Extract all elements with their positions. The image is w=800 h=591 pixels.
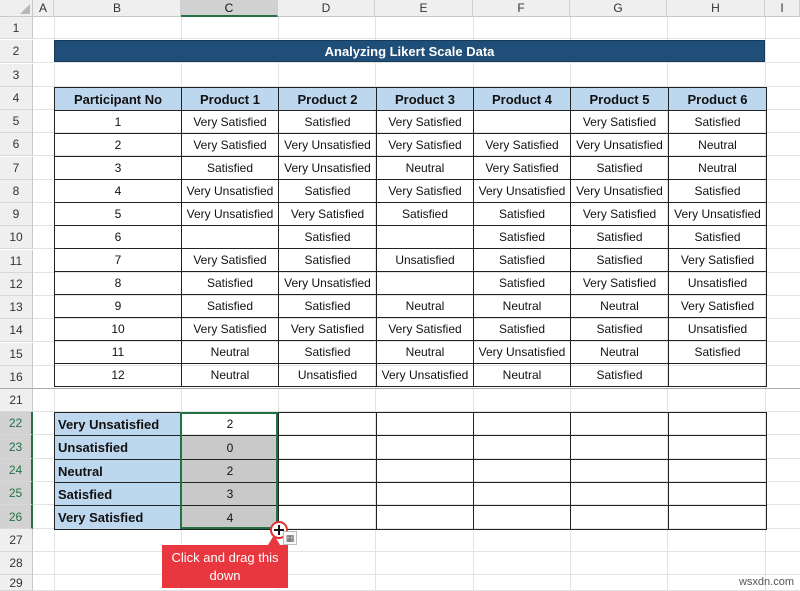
row-header-10[interactable]: 10 xyxy=(0,226,33,249)
empty-cell[interactable] xyxy=(377,506,474,530)
table-cell[interactable]: Satisfied xyxy=(182,157,279,180)
table-cell[interactable]: Neutral xyxy=(669,157,767,180)
table-header[interactable]: Product 1 xyxy=(182,88,279,111)
row-header-23[interactable]: 23 xyxy=(0,435,33,459)
table-cell[interactable]: Very Satisfied xyxy=(474,157,571,180)
row-header-2[interactable]: 2 xyxy=(0,40,33,63)
empty-cell[interactable] xyxy=(377,413,474,436)
column-header-h[interactable]: H xyxy=(667,0,765,17)
table-cell[interactable]: 5 xyxy=(55,203,182,226)
gridline xyxy=(33,551,800,552)
column-header-a[interactable]: A xyxy=(33,0,54,17)
empty-cell[interactable] xyxy=(377,483,474,506)
table-cell[interactable]: Satisfied xyxy=(279,111,377,134)
column-header-d[interactable]: D xyxy=(278,0,375,17)
table-cell[interactable]: Very Unsatisfied xyxy=(279,157,377,180)
table-cell[interactable]: 3 xyxy=(55,157,182,180)
count-row xyxy=(55,460,767,483)
table-cell[interactable]: Very Satisfied xyxy=(571,203,669,226)
table-cell[interactable]: 9 xyxy=(55,295,182,318)
table-cell[interactable]: Satisfied xyxy=(377,203,474,226)
likert-data-table xyxy=(54,87,767,387)
row-header-14[interactable]: 14 xyxy=(0,319,33,342)
empty-cell[interactable] xyxy=(669,413,767,436)
table-header[interactable]: Product 6 xyxy=(669,88,767,111)
table-cell[interactable]: 8 xyxy=(55,272,182,295)
table-cell[interactable]: 10 xyxy=(55,318,182,341)
table-cell[interactable]: Very Unsatisfied xyxy=(474,180,571,203)
count-label[interactable]: Very Satisfied xyxy=(55,506,182,530)
count-table xyxy=(54,412,767,530)
row-header-8[interactable]: 8 xyxy=(0,180,33,203)
empty-cell[interactable] xyxy=(571,506,669,530)
row-header-4[interactable]: 4 xyxy=(0,87,33,110)
row-header-3[interactable]: 3 xyxy=(0,64,33,87)
table-cell[interactable]: Very Unsatisfied xyxy=(182,203,279,226)
empty-cell[interactable] xyxy=(279,506,377,530)
column-header-c[interactable]: C xyxy=(181,0,278,17)
empty-cell[interactable] xyxy=(474,436,571,460)
row-header-16[interactable]: 16 xyxy=(0,366,33,389)
table-cell[interactable]: Unsatisfied xyxy=(377,249,474,272)
empty-cell[interactable] xyxy=(474,460,571,483)
table-cell[interactable]: Very Unsatisfied xyxy=(474,341,571,364)
column-header-i[interactable]: I xyxy=(765,0,800,17)
table-cell[interactable] xyxy=(669,364,767,387)
table-cell[interactable]: Satisfied xyxy=(279,295,377,318)
table-cell[interactable]: Very Satisfied xyxy=(571,272,669,295)
table-cell[interactable]: Very Satisfied xyxy=(182,111,279,134)
table-row xyxy=(55,295,767,318)
empty-cell[interactable] xyxy=(279,460,377,483)
table-cell[interactable]: Unsatisfied xyxy=(669,272,767,295)
table-cell[interactable]: 2 xyxy=(55,134,182,157)
empty-cell[interactable] xyxy=(669,436,767,460)
empty-cell[interactable] xyxy=(377,460,474,483)
row-header-21[interactable]: 21 xyxy=(0,389,33,412)
table-cell[interactable]: Satisfied xyxy=(279,180,377,203)
gridline xyxy=(33,574,800,575)
count-value[interactable]: 2 xyxy=(182,460,279,483)
empty-cell[interactable] xyxy=(571,460,669,483)
empty-cell[interactable] xyxy=(377,436,474,460)
column-header-e[interactable]: E xyxy=(375,0,473,17)
table-cell[interactable]: Satisfied xyxy=(182,295,279,318)
table-cell[interactable]: Very Unsatisfied xyxy=(377,364,474,387)
table-cell[interactable]: Very Satisfied xyxy=(669,295,767,318)
table-cell[interactable]: Satisfied xyxy=(474,226,571,249)
empty-cell[interactable] xyxy=(279,483,377,506)
select-all-corner[interactable] xyxy=(0,0,33,17)
table-row xyxy=(55,134,767,157)
empty-cell[interactable] xyxy=(571,413,669,436)
column-header-b[interactable]: B xyxy=(54,0,181,17)
table-cell[interactable]: Very Unsatisfied xyxy=(669,203,767,226)
table-cell[interactable]: 7 xyxy=(55,249,182,272)
row-header-5[interactable]: 5 xyxy=(0,110,33,133)
empty-cell[interactable] xyxy=(474,483,571,506)
table-cell[interactable]: Satisfied xyxy=(571,249,669,272)
table-cell[interactable]: Very Satisfied xyxy=(377,180,474,203)
table-cell[interactable]: Satisfied xyxy=(279,226,377,249)
count-label[interactable]: Satisfied xyxy=(55,483,182,506)
table-cell[interactable]: Neutral xyxy=(377,157,474,180)
table-cell[interactable]: Neutral xyxy=(571,295,669,318)
row-header-24[interactable]: 24 xyxy=(0,459,33,482)
table-cell[interactable]: Neutral xyxy=(669,134,767,157)
table-cell[interactable]: Neutral xyxy=(377,341,474,364)
table-cell[interactable]: Satisfied xyxy=(279,249,377,272)
count-value[interactable]: 2 xyxy=(182,413,279,436)
table-cell[interactable]: Neutral xyxy=(474,364,571,387)
gridline xyxy=(33,62,800,63)
empty-cell[interactable] xyxy=(669,460,767,483)
empty-cell[interactable] xyxy=(571,483,669,506)
table-row xyxy=(55,226,767,249)
table-cell[interactable]: Very Satisfied xyxy=(669,249,767,272)
table-row xyxy=(55,318,767,341)
row-header-22[interactable]: 22 xyxy=(0,412,33,435)
row-header-13[interactable]: 13 xyxy=(0,296,33,319)
empty-cell[interactable] xyxy=(474,506,571,530)
table-cell[interactable] xyxy=(377,272,474,295)
row-header-11[interactable]: 11 xyxy=(0,250,33,273)
table-cell[interactable]: Satisfied xyxy=(279,341,377,364)
table-cell[interactable]: Very Satisfied xyxy=(182,249,279,272)
table-cell[interactable]: Satisfied xyxy=(474,318,571,341)
table-cell[interactable]: Neutral xyxy=(474,295,571,318)
table-header[interactable]: Participant No xyxy=(55,88,182,111)
table-row xyxy=(55,203,767,226)
column-header-f[interactable]: F xyxy=(473,0,570,17)
table-cell[interactable]: Very Satisfied xyxy=(377,111,474,134)
table-cell[interactable] xyxy=(474,111,571,134)
table-cell[interactable]: Neutral xyxy=(571,341,669,364)
empty-cell[interactable] xyxy=(571,436,669,460)
table-row xyxy=(55,341,767,364)
count-row xyxy=(55,506,767,530)
table-cell[interactable]: Satisfied xyxy=(474,203,571,226)
count-row xyxy=(55,436,767,460)
table-cell[interactable]: 4 xyxy=(55,180,182,203)
table-cell[interactable]: Unsatisfied xyxy=(279,364,377,387)
table-cell[interactable]: 12 xyxy=(55,364,182,387)
row-header-15[interactable]: 15 xyxy=(0,343,33,366)
row-header-27[interactable]: 27 xyxy=(0,529,33,552)
row-header-26[interactable]: 26 xyxy=(0,505,33,529)
table-cell[interactable] xyxy=(182,226,279,249)
table-header[interactable]: Product 3 xyxy=(377,88,474,111)
table-header[interactable]: Product 5 xyxy=(571,88,669,111)
table-row xyxy=(55,249,767,272)
table-cell[interactable]: Very Unsatisfied xyxy=(571,134,669,157)
table-row xyxy=(55,364,767,387)
table-cell[interactable]: 11 xyxy=(55,341,182,364)
table-cell[interactable]: Satisfied xyxy=(571,226,669,249)
table-cell[interactable]: 6 xyxy=(55,226,182,249)
row-header-12[interactable]: 12 xyxy=(0,273,33,296)
table-cell[interactable]: 1 xyxy=(55,111,182,134)
table-cell[interactable]: Satisfied xyxy=(571,364,669,387)
table-cell[interactable]: Satisfied xyxy=(669,111,767,134)
table-cell[interactable]: Satisfied xyxy=(474,272,571,295)
sheet-title: Analyzing Likert Scale Data xyxy=(54,40,765,62)
table-cell[interactable]: Unsatisfied xyxy=(669,318,767,341)
table-cell[interactable]: Very Satisfied xyxy=(377,318,474,341)
table-cell[interactable]: Satisfied xyxy=(474,249,571,272)
table-header[interactable]: Product 4 xyxy=(474,88,571,111)
table-cell[interactable]: Very Satisfied xyxy=(182,134,279,157)
row-header-25[interactable]: 25 xyxy=(0,482,33,505)
table-cell[interactable]: Satisfied xyxy=(669,341,767,364)
count-value[interactable]: 4 xyxy=(182,506,279,530)
table-cell[interactable]: Very Unsatisfied xyxy=(571,180,669,203)
table-cell[interactable]: Very Satisfied xyxy=(377,134,474,157)
table-cell[interactable]: Very Unsatisfied xyxy=(279,272,377,295)
empty-cell[interactable] xyxy=(279,413,377,436)
count-value[interactable]: 3 xyxy=(182,483,279,506)
count-label[interactable]: Unsatisfied xyxy=(55,436,182,460)
gridline xyxy=(33,38,800,39)
table-cell[interactable]: Satisfied xyxy=(571,157,669,180)
table-header[interactable]: Product 2 xyxy=(279,88,377,111)
table-cell[interactable] xyxy=(377,226,474,249)
table-cell[interactable]: Very Satisfied xyxy=(279,318,377,341)
count-value[interactable]: 0 xyxy=(182,436,279,460)
row-header-6[interactable]: 6 xyxy=(0,133,33,156)
table-cell[interactable]: Neutral xyxy=(182,341,279,364)
table-cell[interactable]: Very Satisfied xyxy=(182,318,279,341)
count-row xyxy=(55,483,767,506)
count-label[interactable]: Very Unsatisfied xyxy=(55,413,182,436)
watermark: wsxdn.com xyxy=(738,576,794,588)
table-cell[interactable]: Very Unsatisfied xyxy=(279,134,377,157)
row-header-7[interactable]: 7 xyxy=(0,157,33,180)
row-header-9[interactable]: 9 xyxy=(0,203,33,226)
row-header-1[interactable]: 1 xyxy=(0,17,33,39)
table-cell[interactable]: Satisfied xyxy=(669,180,767,203)
table-row xyxy=(55,272,767,295)
empty-cell[interactable] xyxy=(474,413,571,436)
instruction-callout: Click and drag this down xyxy=(162,545,288,588)
table-cell[interactable]: Neutral xyxy=(377,295,474,318)
table-row xyxy=(55,180,767,203)
empty-cell[interactable] xyxy=(279,436,377,460)
table-cell[interactable]: Satisfied xyxy=(571,318,669,341)
count-row xyxy=(55,413,767,436)
empty-cell[interactable] xyxy=(669,483,767,506)
hidden-rows-separator xyxy=(0,388,800,389)
auto-fill-options-icon[interactable]: ▦ xyxy=(283,531,297,545)
table-cell[interactable]: Neutral xyxy=(182,364,279,387)
row-header-28[interactable]: 28 xyxy=(0,552,33,575)
table-cell[interactable]: Very Satisfied xyxy=(571,111,669,134)
table-cell[interactable]: Very Satisfied xyxy=(279,203,377,226)
table-cell[interactable]: Very Unsatisfied xyxy=(182,180,279,203)
table-row xyxy=(55,157,767,180)
table-cell[interactable]: Satisfied xyxy=(182,272,279,295)
column-header-g[interactable]: G xyxy=(570,0,667,17)
table-cell[interactable]: Very Satisfied xyxy=(474,134,571,157)
count-label[interactable]: Neutral xyxy=(55,460,182,483)
row-header-29[interactable]: 29 xyxy=(0,575,33,591)
empty-cell[interactable] xyxy=(669,506,767,530)
table-cell[interactable]: Satisfied xyxy=(669,226,767,249)
table-row xyxy=(55,111,767,134)
